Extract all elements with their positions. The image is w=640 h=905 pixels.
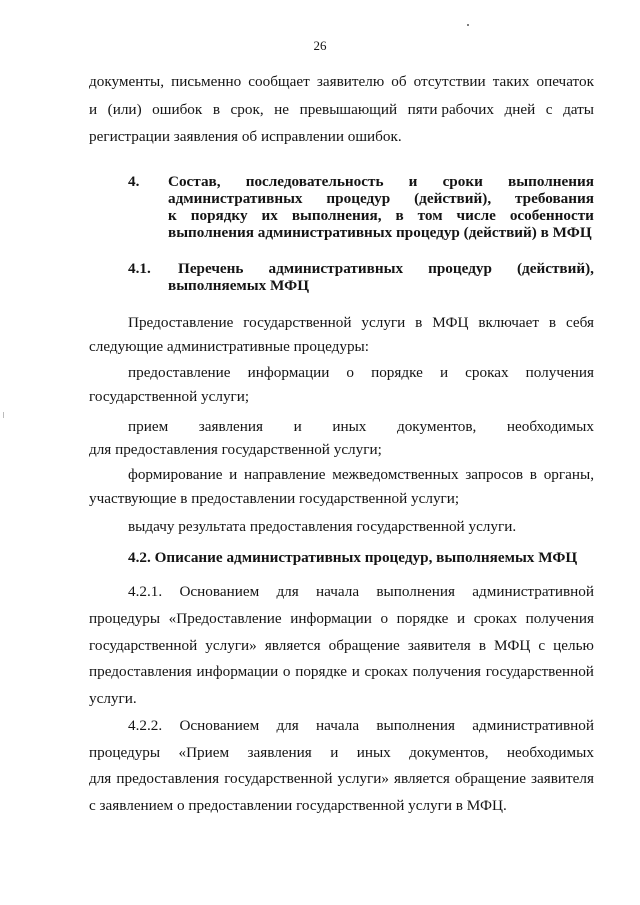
word: с [545, 101, 553, 118]
word: административных [168, 190, 303, 207]
word: о [282, 663, 291, 680]
word: органы, [543, 466, 594, 483]
word: получения [525, 364, 594, 381]
scan-mark [3, 412, 4, 418]
paragraph-line [89, 663, 594, 681]
word: и [351, 663, 360, 680]
word: 4.2.1. [128, 583, 163, 600]
word: процедур [326, 190, 391, 207]
word: (действий), [414, 190, 492, 207]
word: Предоставление [128, 314, 234, 331]
word: и [229, 466, 238, 483]
word: порядке [396, 610, 449, 627]
word: иных [356, 744, 391, 761]
word: превышающий [299, 101, 398, 118]
word: и [330, 744, 339, 761]
word: и [456, 610, 466, 627]
word: административной [472, 583, 594, 600]
word: о [380, 610, 389, 627]
section-4-2-heading: 4.2. Описание административных процедур, выполняемых МФЦ [128, 549, 578, 566]
word: иных [332, 418, 367, 435]
section-4-number: 4. [128, 173, 140, 190]
word: в [212, 101, 220, 118]
word: письменно [171, 73, 242, 90]
word: получения [525, 610, 594, 627]
word: для [276, 717, 299, 734]
word: к [168, 207, 177, 224]
word: порядку [190, 207, 248, 224]
word: Состав, [168, 173, 221, 190]
word: сроках [364, 663, 408, 680]
word: Основанием [179, 583, 260, 600]
word: не [274, 101, 290, 118]
word: об [391, 73, 407, 90]
word: является [264, 637, 321, 654]
word: для [276, 583, 299, 600]
word: в [395, 207, 404, 224]
word: услуги [361, 314, 406, 331]
word: порядке [371, 364, 423, 381]
word: последовательность [245, 173, 384, 190]
paragraph-line [128, 314, 594, 332]
word: документов, [409, 744, 489, 761]
word: государственной [89, 637, 198, 654]
section-4-heading-line: выполнения административных процедур (действий) в МФЦ [168, 224, 592, 241]
word: административных [268, 260, 404, 277]
word: порядке [295, 663, 347, 680]
paragraph-line [128, 717, 594, 735]
word: государственной [243, 314, 352, 331]
word: для [89, 770, 112, 787]
word: заявителя [531, 770, 594, 787]
word: Перечень [178, 260, 244, 277]
word: заявления [247, 744, 312, 761]
word: целью [553, 637, 594, 654]
word: числе [456, 207, 496, 224]
word: и [439, 364, 449, 381]
list-item-line: государственной услуги; [89, 388, 250, 405]
word: (действий), [516, 260, 594, 277]
word: даты [563, 101, 594, 118]
list-item-line: для предоставления государственной услуги; [89, 441, 382, 458]
word: выполнения [376, 583, 455, 600]
word: процедуры [89, 610, 161, 627]
word: «Предоставление [168, 610, 282, 627]
list-item-line [128, 466, 594, 484]
list-item-line [128, 364, 594, 382]
word: в [415, 314, 423, 331]
word: обращение [328, 637, 400, 654]
word: и [89, 101, 98, 118]
word: включает [478, 314, 540, 331]
paragraph-line [89, 610, 594, 628]
word: формирование [128, 466, 223, 483]
paragraph-line [89, 637, 594, 655]
word: в [478, 637, 486, 654]
word: сроки [442, 173, 483, 190]
list-item-line: выдачу результата предоставления государственной услуги. [128, 518, 517, 535]
paragraph-line [89, 770, 594, 788]
paragraph-line: услуги. [89, 690, 137, 707]
list-item-line: участвующие в предоставлении государственной услуги; [89, 490, 460, 507]
word: о [346, 364, 354, 381]
paragraph-line [89, 744, 594, 762]
word: государственной [485, 663, 594, 680]
section-4-heading-line [168, 173, 594, 191]
word: информации [247, 364, 330, 381]
word: межведомственных [332, 466, 459, 483]
word: документы, [89, 73, 164, 90]
word: получения [412, 663, 481, 680]
section-4-heading-line [168, 190, 594, 208]
word: заявителя [407, 637, 471, 654]
word: заявления [198, 418, 264, 435]
section-4-1-number: 4.1. [128, 260, 151, 277]
word: и [293, 418, 302, 435]
word: в [529, 466, 537, 483]
word: необходимых [506, 744, 594, 761]
word: предоставления [116, 770, 220, 787]
word: 4.2.2. [128, 717, 163, 734]
intro-line: регистрации заявления об исправлении ошибок. [89, 128, 402, 145]
word: сроках [473, 610, 518, 627]
word: запросов [465, 466, 524, 483]
word: начала [316, 583, 360, 600]
word: государственной [224, 770, 333, 787]
word: их [261, 207, 278, 224]
word: ошибок [152, 101, 203, 118]
word: таких [492, 73, 530, 90]
word: прием [128, 418, 169, 435]
word: процедур [428, 260, 492, 277]
word: информации [196, 663, 279, 680]
word: услуги» [337, 770, 389, 787]
word: предоставление [128, 364, 231, 381]
word: предоставления [89, 663, 192, 680]
word: том [417, 207, 443, 224]
section-4-1-heading-line [178, 260, 594, 278]
word: требования [515, 190, 594, 207]
intro-line [89, 73, 594, 91]
word: административной [472, 717, 594, 734]
intro-line [89, 101, 594, 119]
word: себя [565, 314, 594, 331]
word: дней [504, 101, 536, 118]
scan-speck [467, 24, 469, 26]
page-number: 26 [313, 38, 327, 53]
word: опечаток [536, 73, 594, 90]
word: Основанием [179, 717, 260, 734]
word: особенности [509, 207, 594, 224]
word: пяти рабочих [407, 101, 494, 118]
word: услуги» [205, 637, 257, 654]
paragraph-line: с заявлением о предоставлении государственной услуги в МФЦ. [89, 797, 507, 814]
word: информации [290, 610, 372, 627]
word: начала [316, 717, 360, 734]
section-4-1-heading-line: выполняемых МФЦ [168, 277, 310, 294]
word: выполнения [376, 717, 455, 734]
word: заявителю [316, 73, 385, 90]
section-4-heading-line [168, 207, 594, 225]
word: и [408, 173, 418, 190]
word: срок, [230, 101, 264, 118]
word: МФЦ [432, 314, 469, 331]
word: МФЦ [494, 637, 531, 654]
word: «Прием [178, 744, 230, 761]
word: сроках [465, 364, 509, 381]
paragraph-line: следующие административные процедуры: [89, 338, 369, 355]
word: процедуры [89, 744, 161, 761]
word: сообщает [248, 73, 310, 90]
word: необходимых [506, 418, 594, 435]
word: с [538, 637, 546, 654]
word: выполнения [508, 173, 594, 190]
word: обращение [454, 770, 526, 787]
word: отсутствии [413, 73, 486, 90]
list-item-line [128, 418, 594, 436]
paragraph-line [128, 583, 594, 601]
word: направление [244, 466, 326, 483]
word: является [394, 770, 450, 787]
word: выполнения, [291, 207, 382, 224]
word: (или) [107, 101, 142, 118]
word: в [548, 314, 557, 331]
word: документов, [396, 418, 477, 435]
